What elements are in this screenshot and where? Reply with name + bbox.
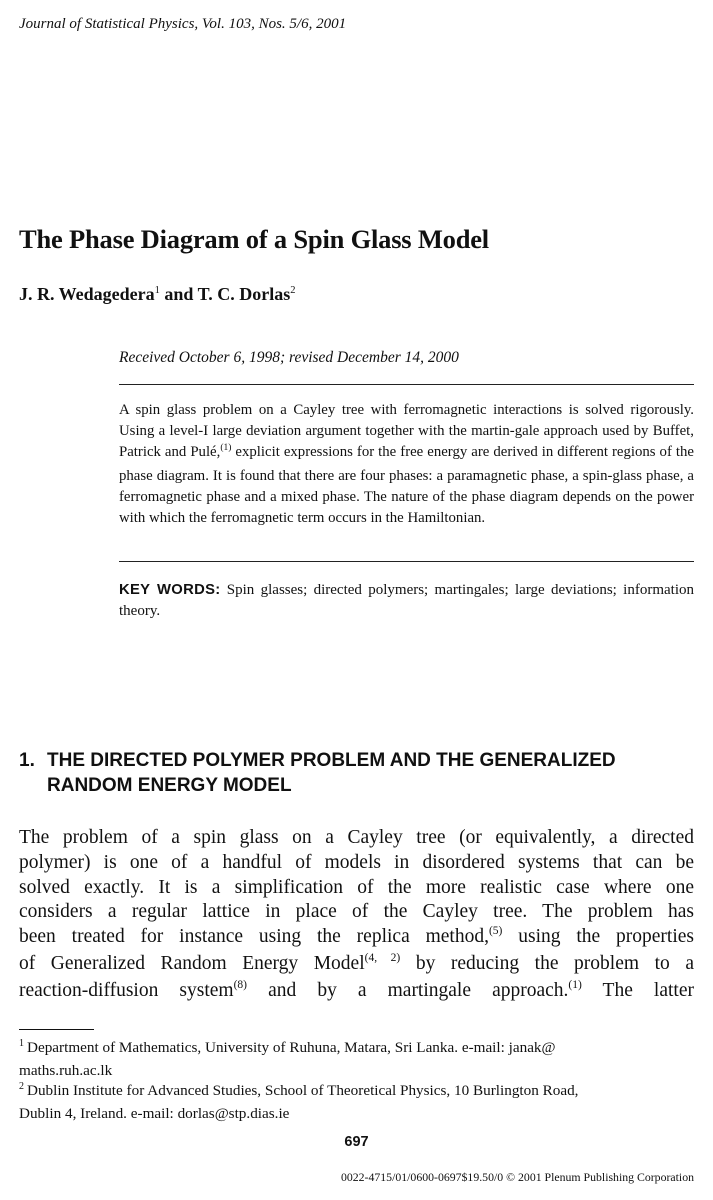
- body-line: solved exactly. It is a simplification of the more realistic case where one: [19, 876, 694, 898]
- footnote: [19, 1081, 694, 1104]
- abstract-top-rule: [119, 384, 694, 385]
- citation-ref: (1): [220, 443, 232, 454]
- keywords: [119, 580, 694, 622]
- body-line: The problem of a spin glass on a Cayley tree (or equivalently, a directed: [19, 827, 694, 848]
- body-text-segment: of Generalized Random Energy Model: [19, 952, 365, 974]
- author-name: T. C. Dorlas: [197, 284, 291, 304]
- body-paragraph: [19, 826, 694, 1006]
- abstract: [119, 400, 694, 529]
- footnote-text: Department of Mathematics, University of Ruhuna, Matara, Sri Lanka. e-mail: janak@: [27, 1039, 556, 1056]
- body-line: [19, 979, 694, 1006]
- body-text-segment: and by a martingale approach.: [247, 979, 569, 1001]
- citation-ref: (4, 2): [364, 951, 401, 964]
- body-line: considers a regular lattice in place of the Cayley tree. The problem has: [19, 901, 694, 923]
- footnote: [19, 1038, 694, 1061]
- footnote-rule: [19, 1029, 94, 1030]
- footnotes: [19, 1038, 694, 1124]
- received-dates: Received October 6, 1998; revised December 14, 2000: [119, 349, 459, 366]
- body-line: [19, 952, 694, 979]
- keywords-label: KEY WORDS:: [119, 582, 221, 598]
- footnote-continuation: Dublin 4, Ireland. e-mail: dorlas@stp.dias.ie: [19, 1104, 290, 1122]
- section-number: 1.: [19, 750, 35, 771]
- footnote-mark: 2: [19, 1081, 24, 1092]
- citation-ref: (5): [488, 925, 503, 938]
- author-separator: and: [159, 284, 198, 304]
- citation-ref: (8): [233, 978, 248, 991]
- abstract-text: A spin glass problem on a Cayley tree with ferromagnetic interactions is solved rigorously. Using a level-I large deviation argument together with the martin-gale approach used by Buffet, Patrick and Pulé,: [119, 402, 694, 461]
- body-text-segment: The latter: [581, 979, 694, 1001]
- section-title-line: RANDOM ENERGY MODEL: [47, 775, 292, 796]
- footnote-mark: 1: [19, 1038, 24, 1049]
- author-line: [19, 284, 296, 305]
- body-line: [19, 925, 694, 952]
- author-affiliation-mark: 1: [154, 285, 160, 296]
- copyright-line: 0022-4715/01/0600-0697$19.50/0 © 2001 Plenum Publishing Corporation: [340, 1170, 694, 1184]
- body-text-segment: using the properties: [502, 926, 694, 948]
- body-text-segment: by reducing the problem to a: [400, 952, 694, 974]
- section-title-line: THE DIRECTED POLYMER PROBLEM AND THE GENERALIZED: [47, 750, 616, 771]
- citation-ref: (1): [568, 978, 582, 991]
- author-name: J. R. Wedagedera: [19, 284, 155, 304]
- author-affiliation-mark: 2: [290, 285, 296, 296]
- abstract-text: explicit expressions for the free energy are derived in different regions of the phase diagram. It is found that there are four phases: a paramagnetic phase, a spin-glass phase, a ferromagnetic phase and a mixed phase. The nature of the phase diagram depends on the power with which the ferromagnetic term occurs in the Hamiltonian.: [119, 444, 694, 527]
- section-heading: [19, 748, 699, 798]
- paper-title: The Phase Diagram of a Spin Glass Model: [19, 224, 489, 254]
- abstract-bottom-rule: [119, 561, 694, 562]
- page-number: 697: [344, 1134, 369, 1150]
- body-text-segment: been treated for instance using the replica method,: [19, 926, 489, 948]
- keywords-text: Spin glasses; directed polymers; martingales; large deviations; information theory.: [119, 582, 694, 619]
- footnote-continuation: maths.ruh.ac.lk: [19, 1061, 113, 1079]
- footnote-text: Dublin Institute for Advanced Studies, School of Theoretical Physics, 10 Burlington Road,: [27, 1082, 579, 1099]
- body-text-segment: reaction-diffusion system: [19, 979, 234, 1001]
- body-line: polymer) is one of a handful of models in disordered systems that can be: [19, 851, 694, 873]
- journal-header: Journal of Statistical Physics, Vol. 103, Nos. 5/6, 2001: [19, 16, 347, 32]
